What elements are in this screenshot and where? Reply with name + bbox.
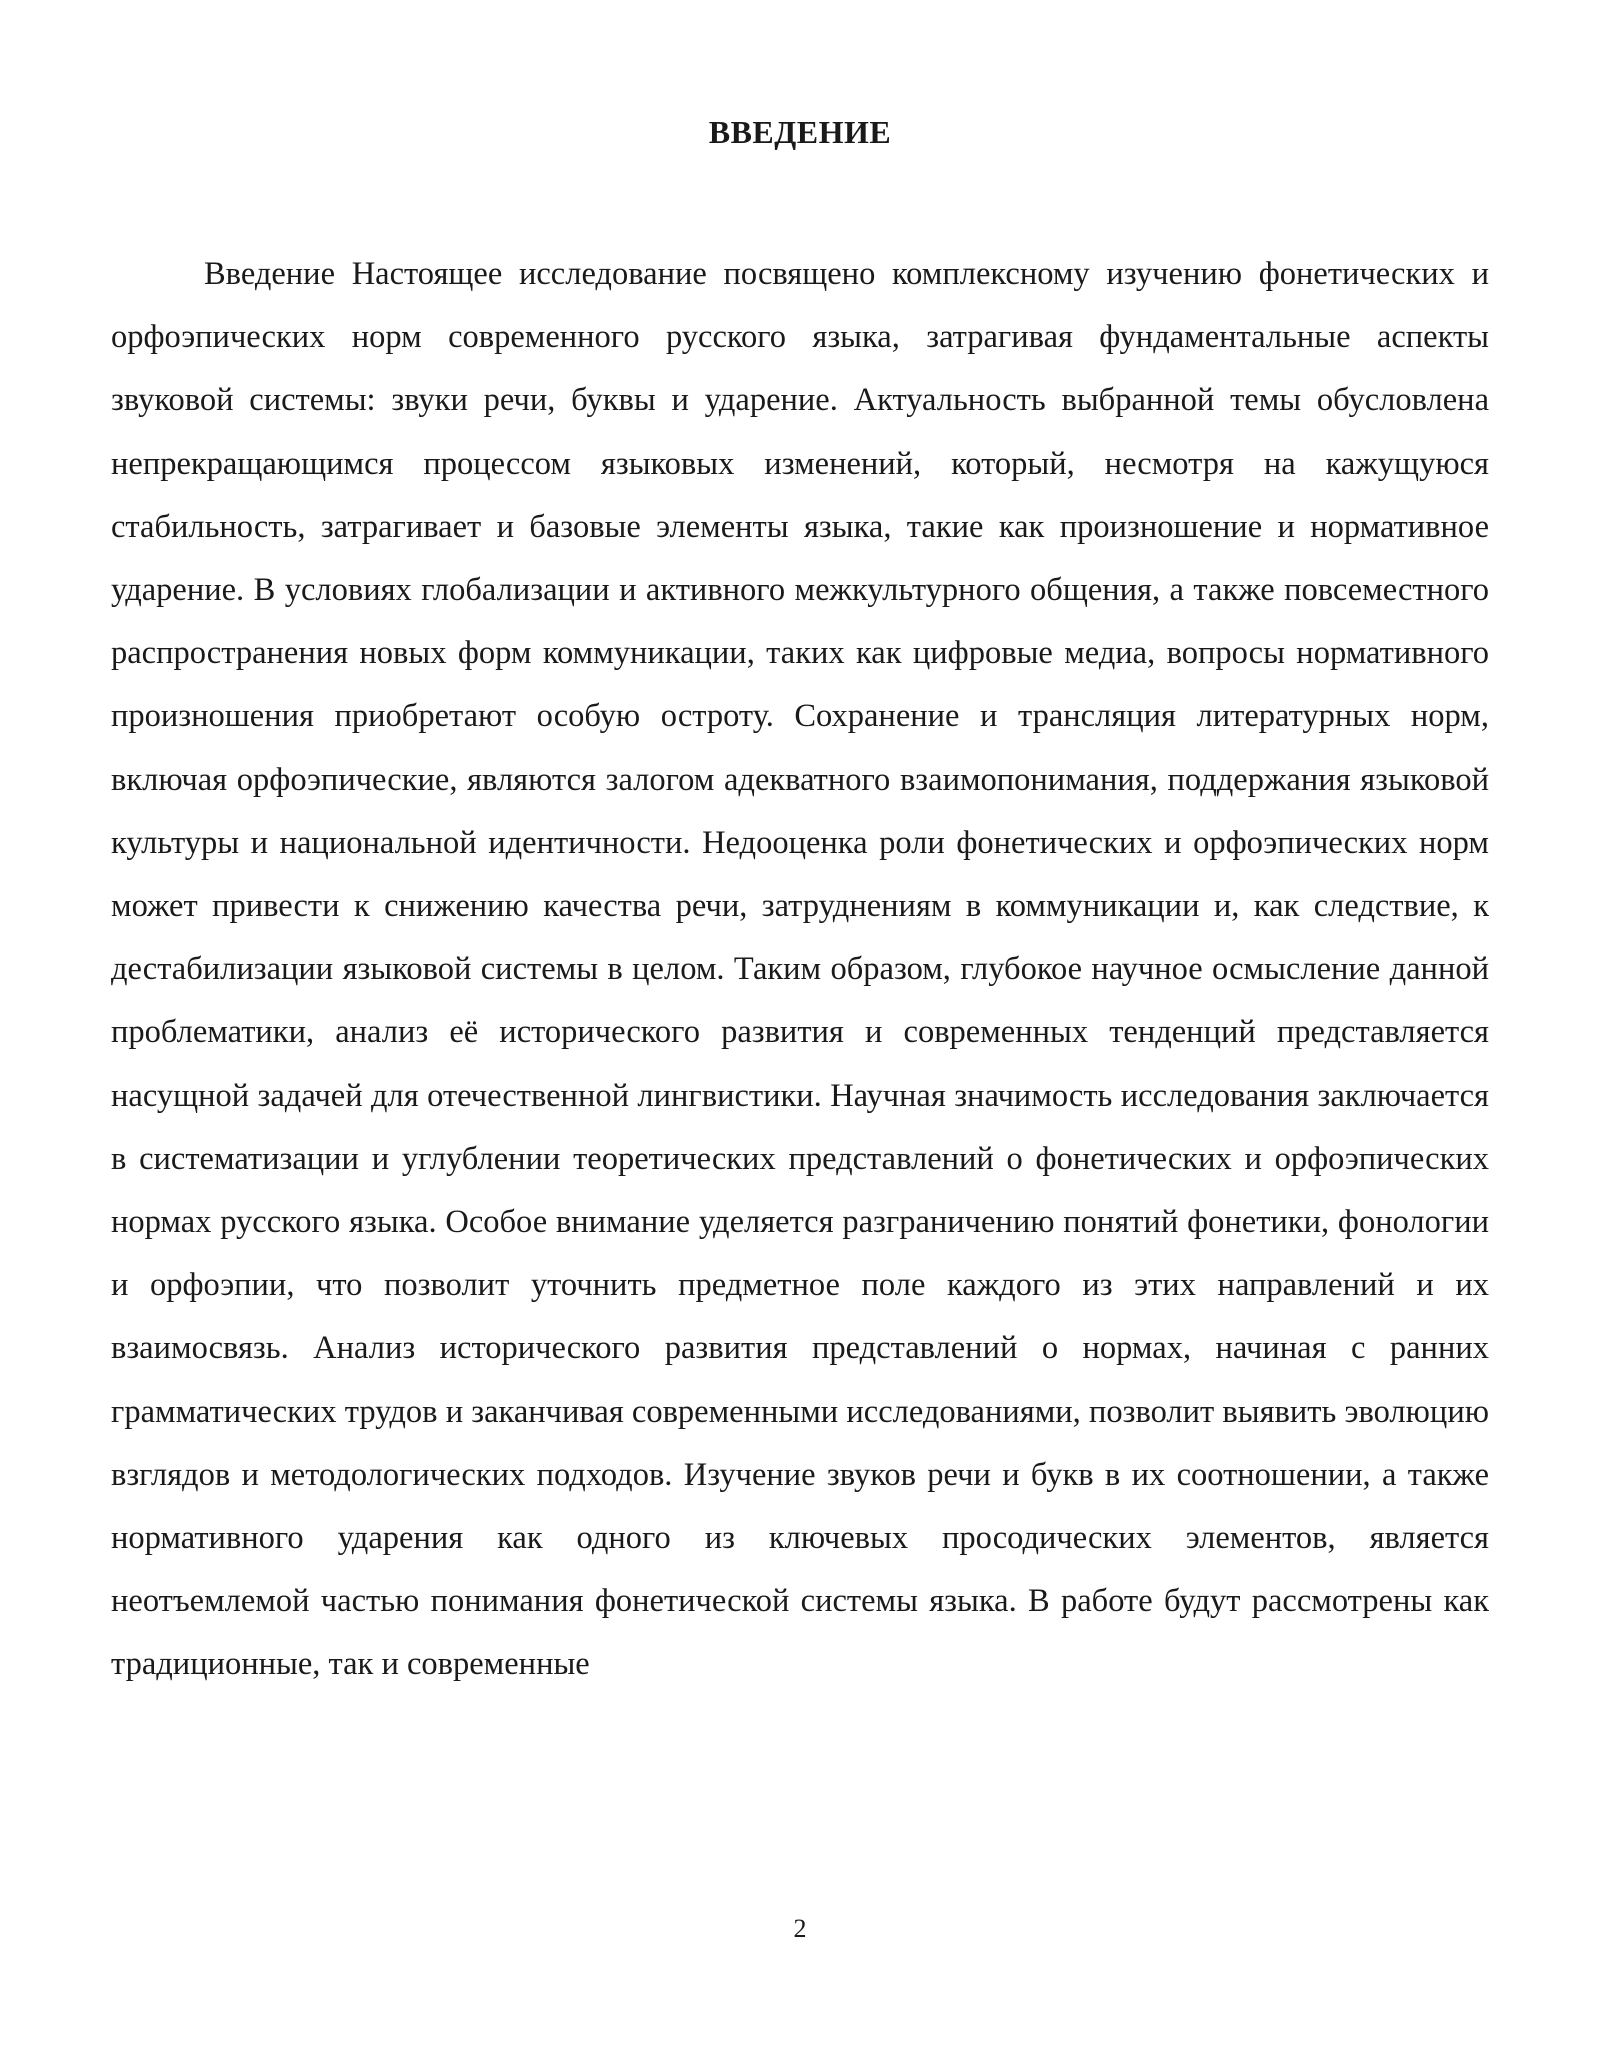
body-paragraph: Введение Настоящее исследование посвящено комплексному изучению фонетических и орфоэпических норм современного русского языка, затрагивая фундаментальные аспекты звуковой системы: звуки речи, буквы и ударение. Актуальность выбранной темы обусловлена непрекращающимся процессом языковых изменений, который, несмотря на кажущуюся стабильность, затрагивает и базовые элементы языка, такие как произношение и нормативное ударение. В условиях глобализации и активного межкультурного общения, а также повсеместного распространения новых форм коммуникации, таких как цифровые медиа, вопросы нормативного произношения приобретают особую остроту. Сохранение и трансляция литературных норм, включая орфоэпические, являются залогом адекватного взаимопонимания, поддержания языковой культуры и национальной идентичности. Недооценка роли фонетических и орфоэпических норм может привести к снижению качества речи, затруднениям в коммуникации и, как следствие, к дестабилизации языковой системы в целом. Таким образом, глубокое научное осмысление данной проблематики, анализ её исторического развития и современных тенденций представляется насущной задачей для отечественной лингвистики. Научная значимость исследования заключается в систематизации и углублении теоретических представлений о фонетических и орфоэпических нормах русского языка. Особое внимание уделяется разграничению понятий фонетики, фонологии и орфоэпии, что позволит уточнить предметное поле каждого из этих направлений и их взаимосвязь. Анализ исторического развития представлений о нормах, начиная с ранних грамматических трудов и заканчивая современными исследованиями, позволит выявить эволюцию взглядов и методологических подходов. Изучение звуков речи и букв в их соотношении, а также нормативного ударения как одного из ключевых просодических элементов, является неотъемлемой частью понимания фонетической системы языка. В работе будут рассмотрены как традиционные, так и современные <box>111 256 1489 1683</box>
section-heading: ВВЕДЕНИЕ <box>708 114 892 150</box>
page-number: 2 <box>793 1914 807 1943</box>
